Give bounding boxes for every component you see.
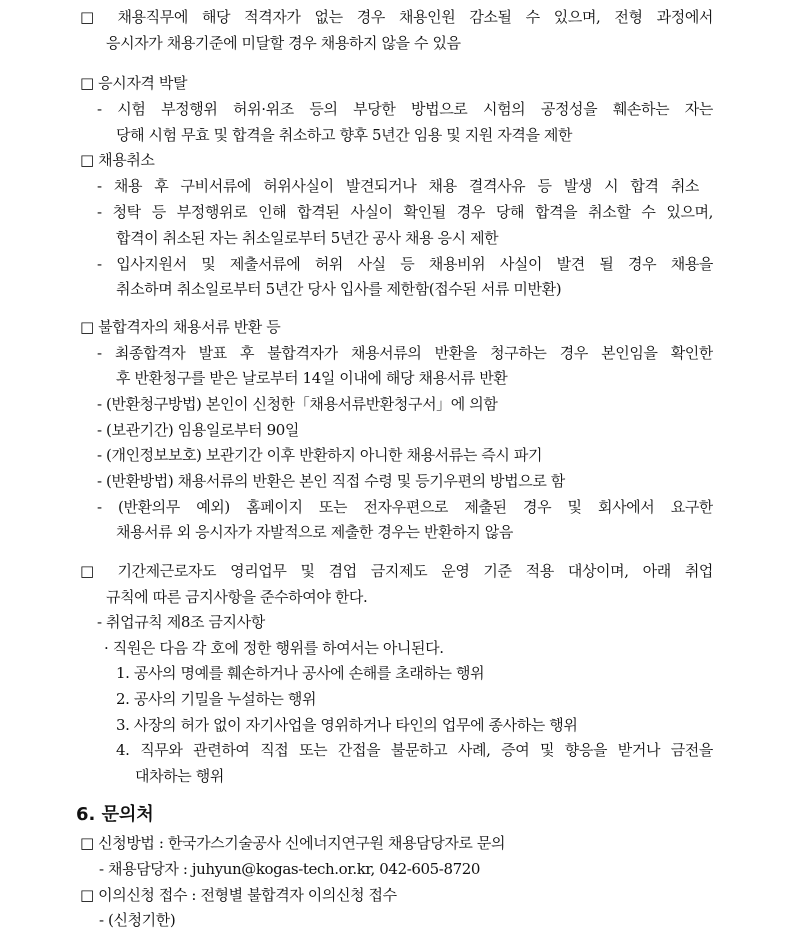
cancellation-item-3-line-2: 취소하며 취소일로부터 5년간 당사 입사를 제한함(접수된 서류 미반환) bbox=[116, 280, 562, 298]
document-return-heading: □ 불합격자의 채용서류 반환 등 bbox=[80, 318, 281, 336]
document-return-item-4: - (개인정보보호) 보관기간 이후 반환하지 아니한 채용서류는 즉시 파기 bbox=[97, 446, 543, 464]
cancellation-item-3-line-1: - 입사지원서 및 제출서류에 허위 사실 등 채용비위 사실이 발견 될 경우 채용을 bbox=[97, 255, 713, 273]
work-rules-article-8: - 취업규칙 제8조 금지사항 bbox=[97, 613, 265, 631]
cancellation-heading: □ 채용취소 bbox=[80, 151, 155, 169]
cancellation-item-2-line-2: 합격이 취소된 자는 취소일로부터 5년간 공사 채용 응시 제한 bbox=[116, 229, 499, 247]
cancellation-item-2-line-1: - 청탁 등 부정행위로 인해 합격된 사실이 확인될 경우 당해 합격을 취소할 수 있으며, bbox=[97, 203, 713, 221]
inquiry-method: □ 신청방법 : 한국가스기술공사 신에너지연구원 채용담당자로 문의 bbox=[80, 834, 506, 852]
prohibited-act-4-line-2: 대차하는 행위 bbox=[135, 767, 224, 785]
side-job-notice-line-1: □ 기간제근로자도 영리업무 및 겸업 금지제도 운영 기준 적용 대상이며, 아래 취업 bbox=[80, 562, 713, 580]
document-return-item-6-line-1: - (반환의무 예외) 홈페이지 또는 전자우편으로 제출된 경우 및 회사에서 요구한 bbox=[97, 498, 713, 516]
side-job-notice-line-2: 규칙에 따른 금지사항을 준수하여야 한다. bbox=[106, 588, 368, 606]
disqualification-item-line-1: - 시험 부정행위 허위·위조 등의 부당한 방법으로 시험의 공정성을 훼손하는 자는 bbox=[97, 100, 713, 118]
document-return-item-1-line-1: - 최종합격자 발표 후 불합격자가 채용서류의 반환을 청구하는 경우 본인임을 확인한 bbox=[97, 344, 713, 362]
document-return-item-3: - (보관기간) 임용일로부터 90일 bbox=[97, 421, 299, 439]
disqualification-item-line-2: 당해 시험 무효 및 합격을 취소하고 향후 5년간 임용 및 지원 자격을 제한 bbox=[116, 126, 573, 144]
document-return-item-2: - (반환청구방법) 본인이 신청한「채용서류반환청구서」에 의함 bbox=[97, 395, 498, 413]
document-return-item-6-line-2: 채용서류 외 응시자가 자발적으로 제출한 경우는 반환하지 않음 bbox=[116, 523, 513, 541]
cancellation-item-1: - 채용 후 구비서류에 허위사실이 발견되거나 채용 결격사유 등 발생 시 합격 취소 bbox=[97, 177, 699, 195]
prohibited-act-3: 3. 사장의 허가 없이 자기사업을 영위하거나 타인의 업무에 종사하는 행위 bbox=[116, 716, 578, 734]
prohibited-act-2: 2. 공사의 기밀을 누설하는 행위 bbox=[116, 690, 317, 708]
document-return-item-5: - (반환방법) 채용서류의 반환은 본인 직접 수령 및 등기우편의 방법으로 함 bbox=[97, 472, 565, 490]
work-rules-intro: · 직원은 다음 각 호에 정한 행위를 하여서는 아니된다. bbox=[104, 639, 444, 657]
objection-deadline: - (신청기한) bbox=[99, 911, 176, 929]
hiring-contact: - 채용담당자 : juhyun@kogas-tech.or.kr, 042-605-8720 bbox=[99, 860, 481, 878]
section-6-heading: 6. 문의처 bbox=[76, 804, 154, 825]
objection-intake: □ 이의신청 접수 : 전형별 불합격자 이의신청 접수 bbox=[80, 886, 397, 904]
notice-hiring-reduction-line-1: □ 채용직무에 해당 적격자가 없는 경우 채용인원 감소될 수 있으며, 전형 과정에서 bbox=[80, 8, 713, 26]
prohibited-act-1: 1. 공사의 명예를 훼손하거나 공사에 손해를 초래하는 행위 bbox=[116, 664, 485, 682]
document-return-item-1-line-2: 후 반환청구를 받은 날로부터 14일 이내에 해당 채용서류 반환 bbox=[116, 369, 508, 387]
prohibited-act-4-line-1: 4. 직무와 관련하여 직접 또는 간접을 불문하고 사례, 증여 및 향응을 받거나 금전을 bbox=[116, 741, 713, 759]
disqualification-heading: □ 응시자격 박탈 bbox=[80, 74, 188, 92]
notice-hiring-reduction-line-2: 응시자가 채용기준에 미달할 경우 채용하지 않을 수 있음 bbox=[106, 34, 461, 52]
